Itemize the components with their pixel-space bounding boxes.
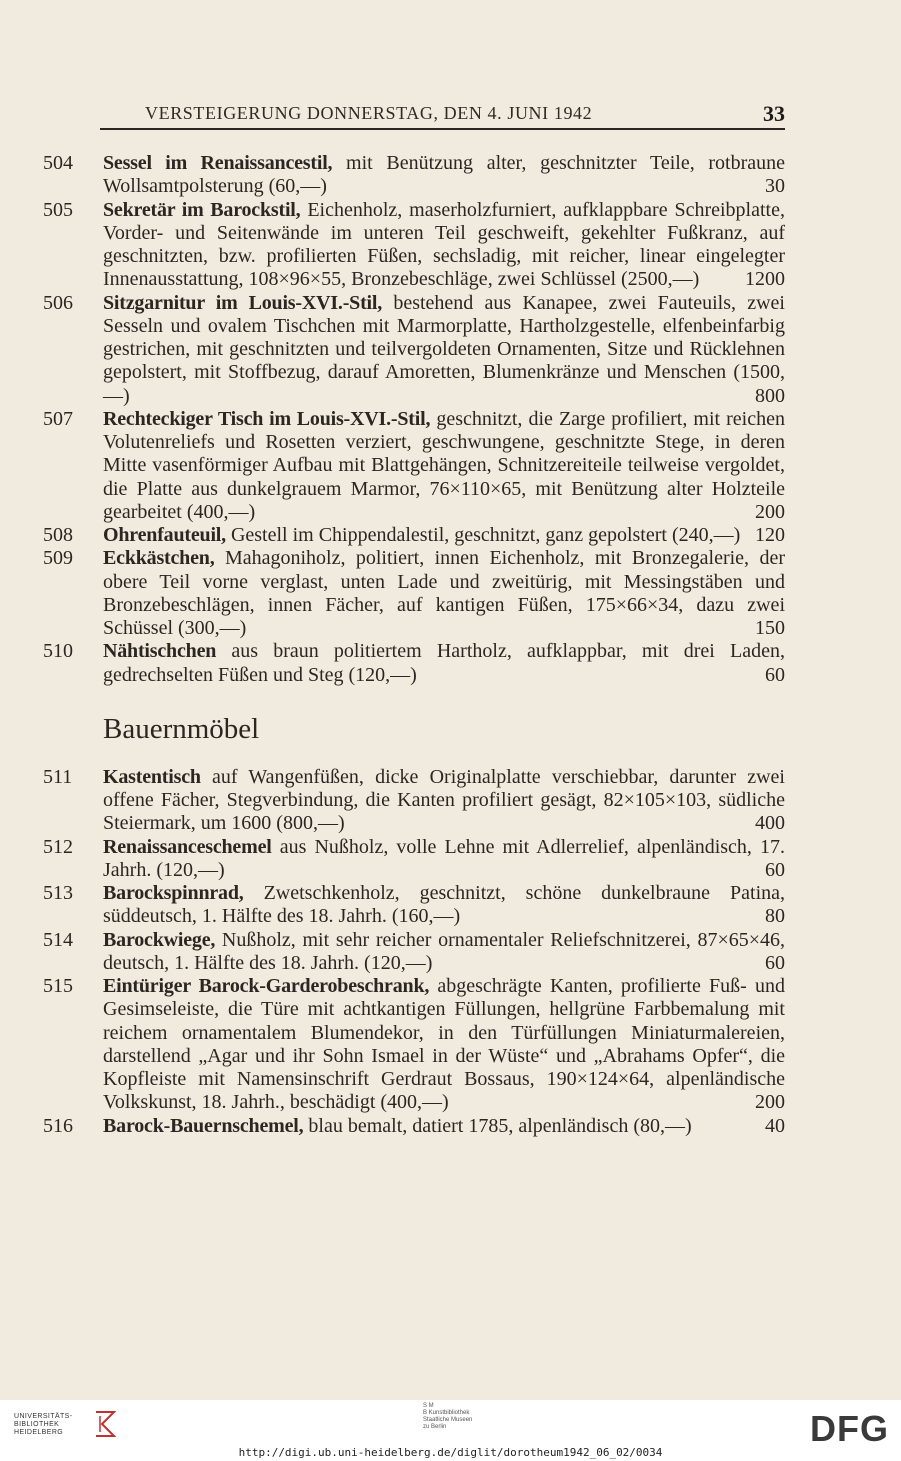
lot-title: Eintüriger Barock-Garderobeschrank,	[103, 975, 430, 997]
lot-estimate: 60	[765, 858, 785, 881]
lot-number: 507	[43, 407, 73, 430]
lot-entry	[43, 152, 785, 199]
lot-estimate: 80	[765, 905, 785, 928]
stamp-line-4: zu Berlin	[423, 1424, 447, 1430]
lot-description: auf Wangenfüßen, dicke Originalplatte verschiebbar, darunter zwei offene Fächer, Stegverbindung, die Kanten profiliert gesägt, 82×105×103, südliche Steiermark, um 1600 (800,—)	[103, 765, 785, 835]
lot-estimate: 200	[755, 500, 785, 523]
lot-entry	[43, 407, 785, 524]
lot-title: Kastentisch	[103, 765, 201, 788]
lot-number: 505	[43, 198, 73, 221]
lot-title: Nähtischchen	[103, 640, 217, 663]
lot-entry	[43, 547, 786, 640]
lot-description: bestehend aus Kanapee, zwei Fauteuils, zwei Sesseln und ovalem Tischchen mit Marmorplatte, Hartholzgestelle, elfenbeinfarbig gestrichen, mit geschnitzten und teilvergoldeten Ornamenten, Sitze und Rücklehnen gepolstert, mit Stoffbezug, darauf Amoretten, Blumenkränze und Menschen (1500,—)	[103, 291, 785, 407]
entries-group-2	[0, 766, 901, 1138]
page-number: 33	[763, 101, 785, 126]
header-rule	[100, 128, 785, 130]
lot-number: 509	[43, 547, 73, 570]
lot-description: Mahagoniholz, politiert, innen Eichenholz, mit Bronzegalerie, der obere Teil vorne verglast, unten Lade und zweitürig, mit Messingstäben und Bronzebeschlägen, innen Fächer, auf kantigen Füßen, 175×66×34, dazu zwei Schüssel (300,—)	[103, 547, 786, 639]
stamp-line-2: B Kunstbibliothek	[423, 1410, 470, 1416]
lot-entry	[43, 291, 785, 408]
lot-estimate: 150	[755, 617, 785, 639]
lot-title: Barockspinnrad,	[103, 882, 244, 904]
header-title: VERSTEIGERUNG DONNERSTAG, DEN 4. JUNI 1942	[145, 103, 593, 123]
library-line-2: BIBLIOTHEK	[14, 1421, 60, 1428]
lot-description: Gestell im Chippendalestil, geschnitzt, ganz gepolstert (240,—)	[230, 524, 741, 546]
lot-number: 510	[43, 640, 73, 663]
lot-entry	[43, 198, 785, 292]
lot-description: aus Nußholz, volle Lehne mit Adlerrelief, alpenländisch, 17. Jahrh. (120,—)	[103, 835, 786, 881]
lot-number: 508	[43, 524, 73, 546]
lot-estimate: 30	[765, 175, 785, 198]
lot-title: Rechteckiger Tisch im Louis-XVI.-Stil,	[103, 407, 431, 430]
stamp-line-1: S M	[423, 1403, 434, 1409]
lot-entry	[43, 928, 786, 976]
lot-estimate: 40	[765, 1114, 785, 1137]
footer-bar	[0, 1400, 901, 1461]
lot-number: 512	[43, 835, 73, 858]
library-line-3: HEIDELBERG	[14, 1429, 64, 1436]
lot-number: 513	[43, 882, 73, 904]
lot-estimate: 400	[755, 812, 785, 835]
lot-number: 504	[43, 152, 73, 174]
dfg-logo: DFG	[810, 1408, 889, 1449]
lot-estimate: 60	[765, 663, 785, 686]
lot-title: Barock-Bauernschemel,	[103, 1114, 304, 1137]
lot-estimate: 60	[765, 951, 785, 974]
lot-title: Sitzgarnitur im Louis-XVI.-Stil,	[103, 291, 383, 314]
lot-description: mit Benützung alter, geschnitzter Teile, rotbraune Wollsamtpolsterung (60,—)	[103, 152, 785, 198]
library-name	[14, 1413, 72, 1437]
lot-description: blau bemalt, datiert 1785, alpenländisch (80,—)	[308, 1114, 692, 1137]
lot-description: aus braun politiertem Hartholz, aufklappbar, mit drei Laden, gedrechselten Füßen und Steg (120,—)	[103, 640, 785, 686]
lot-entry	[43, 835, 786, 883]
lot-description: Eichenholz, maserholzfurniert, aufklappbare Schreibplatte, Vorder- und Seitenwände im unteren Teil geschweift, gekehlter Fußkranz, auf geschnitzten, bzw. profilierten Füßen, sechsladig, mit reicher, linear eingelegter Innenausstattung, 108×96×55, Bronzebeschläge, zwei Schlüssel (2500,—)	[103, 198, 785, 291]
catalogue-entries	[0, 152, 901, 1138]
lot-estimate: 120	[755, 524, 785, 546]
lot-number: 511	[43, 765, 73, 788]
stamp-line-3: Staatliche Museen	[423, 1417, 473, 1423]
source-url-link[interactable]: http://digi.ub.uni-heidelberg.de/diglit/dorotheum1942_06_02/0034	[238, 1446, 663, 1459]
lot-estimate: 200	[755, 1091, 785, 1114]
library-line-1: UNIVERSITÄTS-	[14, 1413, 73, 1420]
lot-entry	[43, 640, 785, 687]
lot-title: Sekretär im Barockstil,	[103, 198, 301, 221]
lot-title: Ohrenfauteuil,	[103, 524, 226, 546]
lot-description: Zwetschkenholz, geschnitzt, schöne dunkelbraune Patina, süddeutsch, 1. Hälfte des 18. Jahrh. (160,—)	[103, 882, 785, 928]
lot-number: 515	[43, 975, 73, 997]
lot-number: 506	[43, 291, 73, 314]
lot-description: abgeschrägte Kanten, profilierte Fuß- und Gesimseleiste, die Türe mit achtkantigen Füllungen, hellgrüne Farbbemalung mit reichem ornamentalem Blumendekor, in den Türfüllungen Miniaturmalereien, darstellend „Agar und ihr Sohn Ismael in der Wüste“ und „Abrahams Opfer“, die Kopfleiste mit Namensinschrift Gerdraut Bossaus, 190×124×64, alpenländische Volkskunst, 18. Jahrh., beschädigt (400,—)	[103, 975, 785, 1114]
lot-number: 514	[43, 928, 73, 951]
museum-stamp	[423, 1403, 472, 1431]
lot-description: Nußholz, mit sehr reicher ornamentaler Reliefschnitzerei, 87×65×46, deutsch, 1. Hälfte des 18. Jahrh. (120,—)	[103, 928, 786, 974]
lot-entry	[43, 882, 785, 929]
lot-title: Eckkästchen,	[103, 547, 215, 570]
lot-estimate: 800	[755, 384, 785, 407]
lot-entry	[43, 524, 785, 547]
page-header	[100, 103, 785, 129]
lot-title: Barockwiege,	[103, 928, 216, 951]
lot-entry	[43, 975, 785, 1115]
section-heading: Bauernmöbel	[103, 712, 260, 745]
lot-estimate: 1200	[745, 268, 785, 291]
entries-group-1	[0, 152, 901, 687]
lot-title: Renaissanceschemel	[103, 835, 272, 858]
lot-entry	[43, 1114, 785, 1138]
lot-description: geschnitzt, die Zarge profiliert, mit reichen Volutenreliefs und Rosetten verziert, geschwungene, geschnitzte Stege, in deren Mitte vasenförmiger Aufbau mit Blattgehängen, Schnitzereiteile teilweise vergoldet, die Platte aus dunkelgrauem Marmor, 76×110×65, mit Benützung alter Holzteile gearbeitet (400,—)	[103, 407, 785, 523]
lot-number: 516	[43, 1114, 73, 1137]
lot-entry	[43, 765, 785, 836]
lot-title: Sessel im Renaissancestil,	[103, 152, 333, 174]
